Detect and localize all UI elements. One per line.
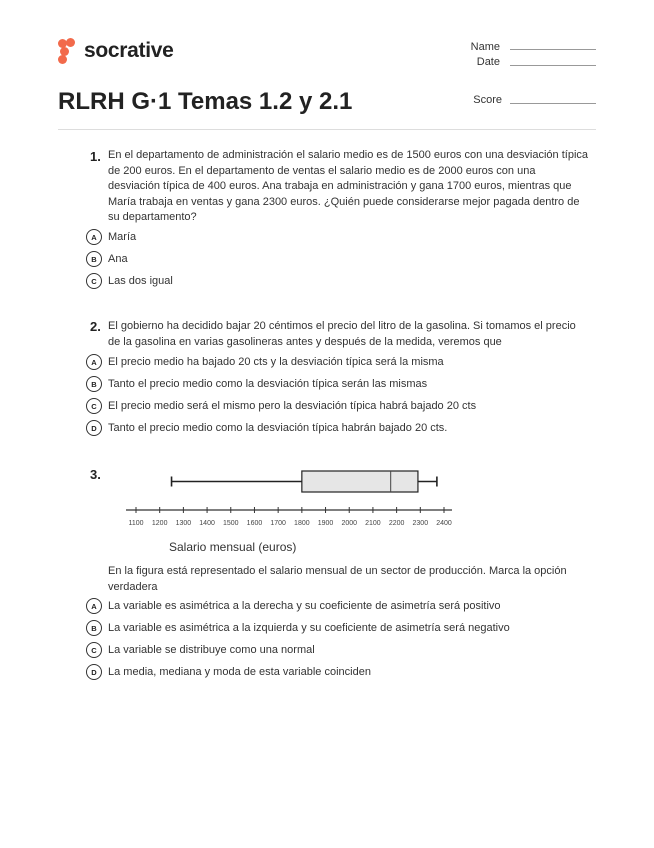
option-letter-badge: B (86, 251, 102, 267)
page-title: RLRH G·1 Temas 1.2 y 2.1 (58, 88, 353, 115)
question-1-text: En el departamento de administración el salario medio es de 1500 euros con una desviación típica de 200 euros. En el departamento de ventas el salario medio es de 2000 euros con una desviación típica de 400 euros. Ana trabaja en administración y gana 1700 euros, mientras que María trabaja en ventas y gana 2300 euros. ¿Quién puede considerarse mejor pagada dentro de su departamento? (108, 149, 589, 223)
name-label: Name (470, 41, 500, 53)
question-1-option-c[interactable] (86, 273, 173, 289)
option-text: El precio medio ha bajado 20 cts y la desviación típica será la misma (108, 356, 444, 368)
brand-name: socrative (84, 39, 174, 62)
question-3-option-d[interactable] (86, 664, 371, 680)
question-1-option-a[interactable] (86, 229, 136, 245)
option-text: La variable es asimétrica a la izquierda y su coeficiente de asimetría será negativo (108, 622, 510, 634)
option-letter-badge: B (86, 620, 102, 636)
question-1-number: 1. (90, 149, 101, 164)
question-3-option-b[interactable] (86, 620, 510, 636)
option-letter-badge: C (86, 273, 102, 289)
date-label: Date (476, 56, 500, 68)
x-tick-label: 2400 (436, 520, 452, 527)
option-text: La variable se distribuye como una normal (108, 644, 315, 656)
x-tick-label: 1600 (246, 520, 263, 527)
header-divider (58, 129, 596, 130)
option-text: El precio medio será el mismo pero la desviación típica habrá bajado 20 cts (108, 400, 477, 412)
option-text: María (108, 231, 137, 243)
option-letter-badge: D (86, 420, 102, 436)
option-text: Ana (108, 253, 128, 265)
option-text: Tanto el precio medio como la desviación típica habrán bajado 20 cts. (108, 422, 448, 434)
x-tick-label: 1200 (151, 520, 168, 527)
option-text: La media, mediana y moda de esta variable coinciden (108, 666, 371, 678)
question-2-option-d[interactable] (86, 420, 447, 436)
question-2-number: 2. (90, 319, 101, 334)
option-letter-badge: C (86, 642, 102, 658)
x-tick-label: 1500 (222, 520, 239, 527)
x-tick-label: 1800 (294, 520, 310, 527)
iqr-box (302, 471, 418, 492)
score-line (510, 103, 596, 104)
option-letter-badge: A (86, 598, 102, 614)
date-line (510, 65, 596, 66)
x-axis-label: Salario mensual (euros) (169, 540, 297, 554)
question-2-option-c[interactable] (86, 398, 476, 414)
boxplot-marks (172, 471, 437, 492)
socrative-logo-icon (58, 38, 80, 64)
option-letter-badge: D (86, 664, 102, 680)
score-label: Score (473, 94, 502, 106)
x-tick-label: 2100 (365, 520, 381, 527)
question-2-option-b[interactable] (86, 376, 427, 392)
question-3-number: 3. (90, 467, 101, 482)
question-2-option-a[interactable] (86, 354, 444, 370)
option-text: La variable es asimétrica a la derecha y su coeficiente de asimetría será positivo (108, 600, 501, 612)
question-3-option-c[interactable] (86, 642, 315, 658)
x-tick-label: 1900 (317, 520, 334, 527)
x-tick-label: 2300 (412, 520, 429, 527)
question-3-option-a[interactable] (86, 598, 501, 614)
option-text: Tanto el precio medio como la desviación típica serán las mismas (108, 378, 428, 390)
option-text: Las dos igual (108, 275, 173, 287)
x-tick-label: 2200 (388, 520, 405, 527)
salary-boxplot (124, 464, 454, 556)
socrative-logo (58, 38, 174, 64)
x-tick-label: 1300 (175, 520, 192, 527)
question-1-option-b[interactable] (86, 251, 128, 267)
x-tick-label: 2000 (341, 520, 358, 527)
x-tick-label: 1400 (199, 520, 215, 527)
option-letter-badge: A (86, 229, 102, 245)
question-2-text: El gobierno ha decidido bajar 20 céntimos el precio del litro de la gasolina. Si tomamos el precio de la gasolina en varias gasolineras antes y después de la medida, veremos que (108, 320, 576, 348)
option-letter-badge: C (86, 398, 102, 414)
option-letter-badge: A (86, 354, 102, 370)
option-letter-badge: B (86, 376, 102, 392)
x-tick-label: 1700 (270, 520, 286, 527)
question-3-text: En la figura está representado el salario mensual de un sector de producción. Marca la opción verdadera (108, 565, 567, 593)
name-line (510, 49, 596, 50)
x-tick-label: 1100 (128, 520, 144, 527)
